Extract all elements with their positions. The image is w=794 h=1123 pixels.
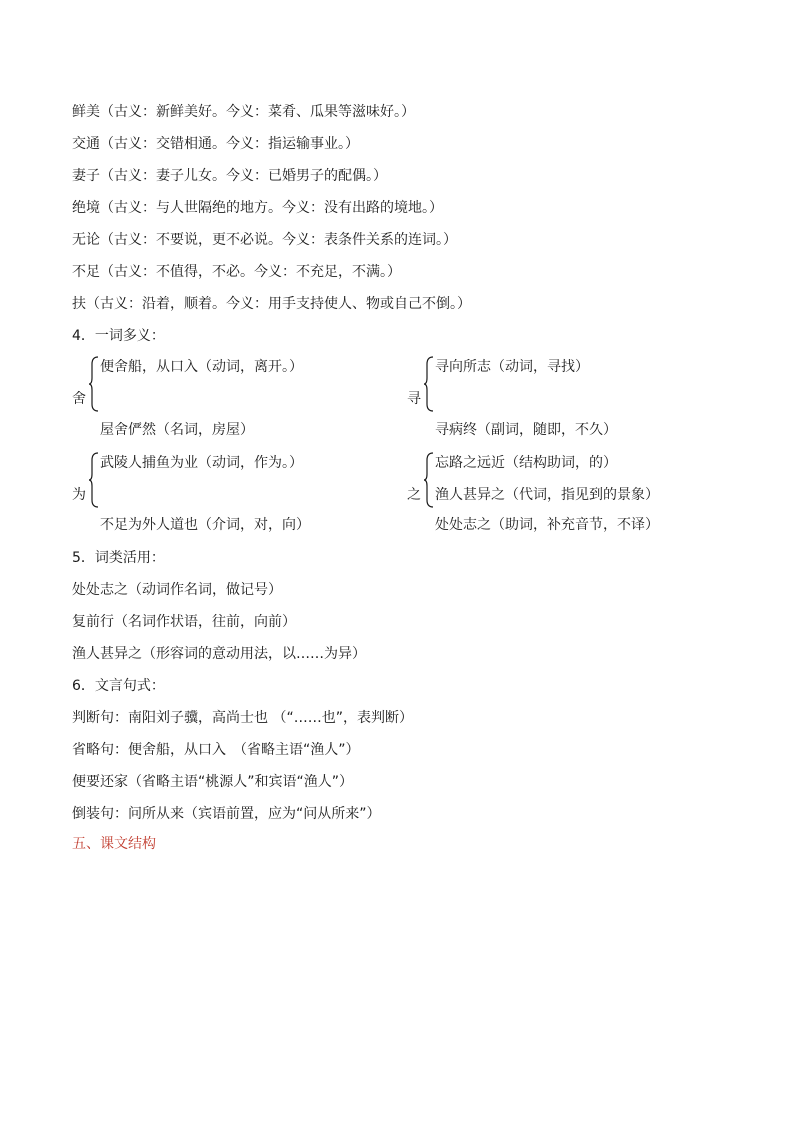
polysemy-example: 忘路之远近（结构助词，的） [435,455,617,471]
archaic-meaning-line: 不足（古义：不值得，不必。今义：不充足，不满。） [72,264,401,280]
left-brace-icon [88,452,100,508]
word-class-item: 渔人甚异之（形容词的意动用法，以……为异） [72,646,366,662]
word-class-heading: 5．词类活用： [72,550,165,566]
polysemy-char-xun: 寻 [407,391,421,407]
sentence-pattern-heading: 6．文言句式： [72,678,165,694]
archaic-meaning-line: 交通（古义：交错相通。今义：指运输事业。） [72,136,359,152]
polysemy-example: 处处志之（助词，补充音节，不译） [435,517,659,533]
left-brace-icon [423,452,435,508]
polysemy-example: 屋舍俨然（名词，房屋） [100,422,254,438]
archaic-meaning-line: 绝境（古义：与人世隔绝的地方。今义：没有出路的境地。） [72,200,443,216]
polysemy-example: 不足为外人道也（介词，对，向） [100,517,310,533]
archaic-meaning-line: 鲜美（古义：新鲜美好。今义：菜肴、瓜果等滋味好。） [72,104,415,120]
polysemy-example: 渔人甚异之（代词，指见到的景象） [435,487,659,503]
sentence-pattern-item: 判断句：南阳刘子骥，高尚士也 （“……也”，表判断） [72,710,413,726]
polysemy-char-wei: 为 [72,487,86,503]
polysemy-example: 便舍船，从口入（动词，离开。） [100,359,303,375]
archaic-meaning-line: 扶（古义：沿着，顺着。今义：用手支持使人、物或自己不倒。） [72,296,471,312]
sentence-pattern-item: 倒装句：问所从来（宾语前置，应为“问从所来”） [72,806,381,822]
word-class-item: 复前行（名词作状语，往前，向前） [72,614,296,630]
archaic-meaning-line: 无论（古义：不要说，更不必说。今义：表条件关系的连词。） [72,232,457,248]
polysemy-heading: 4．一词多义： [72,328,165,344]
left-brace-icon [88,356,100,412]
polysemy-example: 寻病终（副词，随即，不久） [435,422,617,438]
left-brace-icon [423,356,435,412]
polysemy-char-she: 舍 [72,391,86,407]
word-class-item: 处处志之（动词作名词，做记号） [72,582,282,598]
archaic-meaning-line: 妻子（古义：妻子儿女。今义：已婚男子的配偶。） [72,168,387,184]
sentence-pattern-item: 省略句：便舍船，从口入 （省略主语“渔人”） [72,742,360,758]
polysemy-char-zhi: 之 [407,487,421,503]
polysemy-example: 寻向所志（动词，寻找） [435,359,589,375]
polysemy-example: 武陵人捕鱼为业（动词，作为。） [100,455,303,471]
sentence-pattern-item: 便要还家（省略主语“桃源人”和宾语“渔人”） [72,774,354,790]
section-five-heading: 五、课文结构 [72,836,156,852]
